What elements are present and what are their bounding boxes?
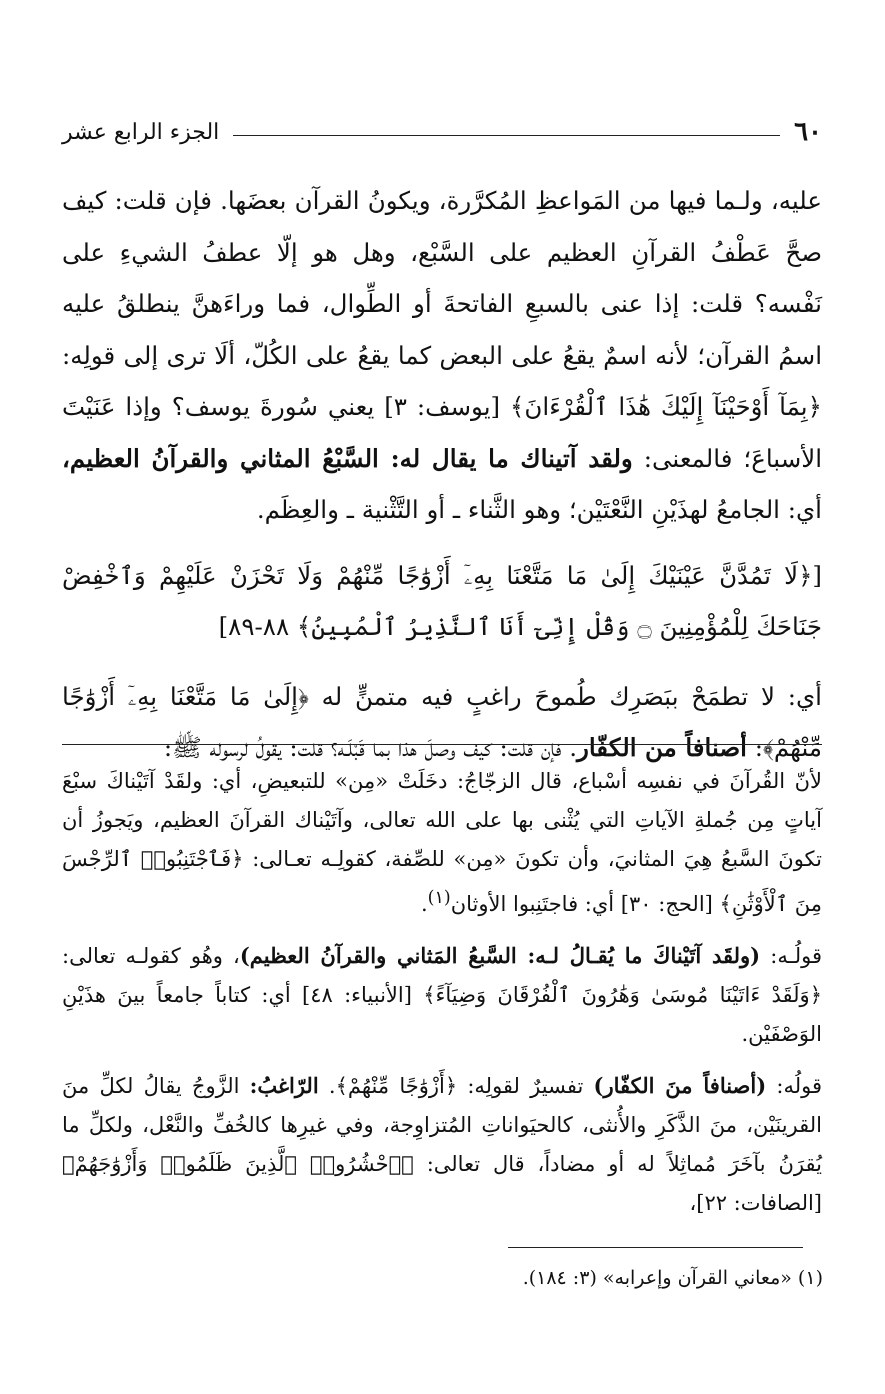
running-title: الجزء الرابع عشر	[62, 119, 220, 145]
bold-phrase: الرّاغبُ:	[249, 1073, 319, 1098]
bold-phrase: (أصنافاً منَ الكفّار)	[593, 1073, 767, 1098]
main-paragraph-text: عليه، ولـما فيها من المَواعظِ المُكرَّرة، ويكونُ القرآن بعضَها. فإن قلت: كيف صحَّ عَطْفُ القرآنِ العظيم على السَّبْع، وهل هو إلّا عطفُ الشيءِ على نَفْسه؟ قلت: إذا عنى بالسبعِ الفاتحةَ أو الطِّوال، فما وراءَهنَّ ينطلقُ عليه اسمُ القرآن؛ لأنه اسمٌ يقعُ على البعض كما يقعُ على الكُلّ، ألَا ترى إلى قولِه: ﴿بِمَآ أَوْحَيْنَآ إِلَيْكَ هَٰذَا ٱلْقُرْءَانَ﴾ [يوسف: ٣] يعني سُورةَ يوسف؟ وإذا عَنَيْتَ الأسباعَ؛ فالمعنى:	[62, 186, 822, 473]
commentary-separator	[62, 744, 822, 745]
footnote-separator	[508, 1247, 803, 1248]
bold-phrase: (ولقَد آتَيْناكَ ما يُقـالُ لـه: السَّبعُ المَثاني والقرآنُ العظيم)	[239, 943, 761, 968]
commentary-text	[62, 762, 822, 1223]
commentary-text-run: تفسيرٌ لقولِه: ﴿أَزْوَٰجًا مِّنْهُمْ﴾.	[318, 1074, 594, 1098]
main-paragraph-tail: أي: الجامعُ لهذَيْنِ النَّعْتَيْن؛ وهو الثَّناء ـ أو التَّثْنية ـ والعِظَم.	[256, 495, 822, 524]
commentary-paragraph	[62, 1066, 822, 1223]
main-paragraph	[62, 175, 822, 536]
page-header	[62, 112, 822, 152]
header-rule	[233, 135, 780, 136]
page-number: ٦٠	[794, 117, 822, 147]
footnote: (١) «معاني القرآن وإعرابه» (٣: ١٨٤).	[522, 1267, 823, 1289]
main-text	[62, 175, 822, 774]
commentary-text-run: لأنّ القُرآنَ في نفسِه أسْباع، قال الزجّاجُ: دخَلَتْ «مِن» للتبعيضِ، أي: ولقَدْ آتَيْناكَ سبْعَ آياتٍ مِن جُملةِ الآياتِ التي يُثْنى بها على الله تعالى، وآتَيْناك القرآنَ العظيم، ويَجوزُ أن تكونَ السَّبعُ هِيَ المثانيَ، وأن تكونَ «مِن» للصِّفة، كقولِـه تعـالى: ﴿فَٱجْتَنِبُوا۟ ٱلرِّجْسَ مِنَ ٱلْأَوْثَٰنِ﴾ [الحج: ٣٠] أي: فاجتَنِبوا الأوثان	[62, 769, 822, 916]
main-paragraph-text: أي: لا تطمَحْ ببَصَرِك طُموحَ راغبٍ فيه متمنٍّ له ﴿إِلَىٰ مَا مَتَّعْنَا بِهِۦٓ أَزْوَٰجًا مِّنْهُمْ﴾:	[62, 681, 822, 762]
commentary-text-run: ، وهُو كقولـه تعالى: ﴿وَلَقَدْ ءَاتَيْنَا مُوسَىٰ وَهَٰرُونَ ٱلْفُرْقَانَ وَضِيَآءً﴾ [الأنبياء: ٤٨] أي: كتاباً جامعاً بينَ هذَيْنِ الوَصْفَيْن.	[62, 944, 822, 1046]
commentary-text-run: الزَّوجُ يقالُ لكلِّ منَ القرينَيْن، منَ الذَّكَرِ والأُنثى، كالحيَواناتِ المُتزاوِجة، وفي غيرِها كالخُفِّ والنَّعْل، ولكلِّ ما يُقرَنُ بآخَرَ مُماثِلاً له أو مضاداً، قال تعالى: ﴿ٱحْشُرُوا۟ ٱلَّذِينَ ظَلَمُوا۟ وَأَزْوَٰجَهُمْ﴾ [الصافات: ٢٢]،	[62, 1074, 822, 1215]
bold-phrase: أصنافاً من الكفّار	[577, 733, 747, 762]
commentary-text-run: قولُـه:	[760, 944, 823, 968]
main-paragraph	[62, 671, 822, 774]
commentary-paragraph	[62, 936, 822, 1054]
quran-verse: [﴿لَا تَمُدَّنَّ عَيْنَيْكَ إِلَىٰ مَا مَتَّعْنَا بِهِۦٓ أَزْوَٰجًا مِّنْهُمْ وَلَا تَحْزَنْ عَلَيْهِمْ وَٱخْفِضْ جَنَاحَكَ لِلْمُؤْمِنِينَ ۝ وَقُلْ إِنِّىٓ أَنَا ٱلنَّذِيرُ ٱلْمُبِينُ﴾ ٨٨-٨٩]	[62, 560, 822, 641]
footnote-marker: (١)	[427, 888, 451, 908]
bold-phrase: ولقد آتيناك ما يقال له: السَّبْعُ المثاني والقرآنُ العظيم،	[62, 443, 633, 473]
commentary-paragraph	[62, 762, 822, 924]
main-paragraph-tail: . فإن قلت: كيف وصلَ هذا بما قَبْلَـه؟ قلت: يقولُ لرسوله ﷺ:	[163, 733, 578, 762]
commentary-text-run: .	[420, 892, 428, 916]
commentary-text-run: قولُه:	[766, 1074, 823, 1098]
